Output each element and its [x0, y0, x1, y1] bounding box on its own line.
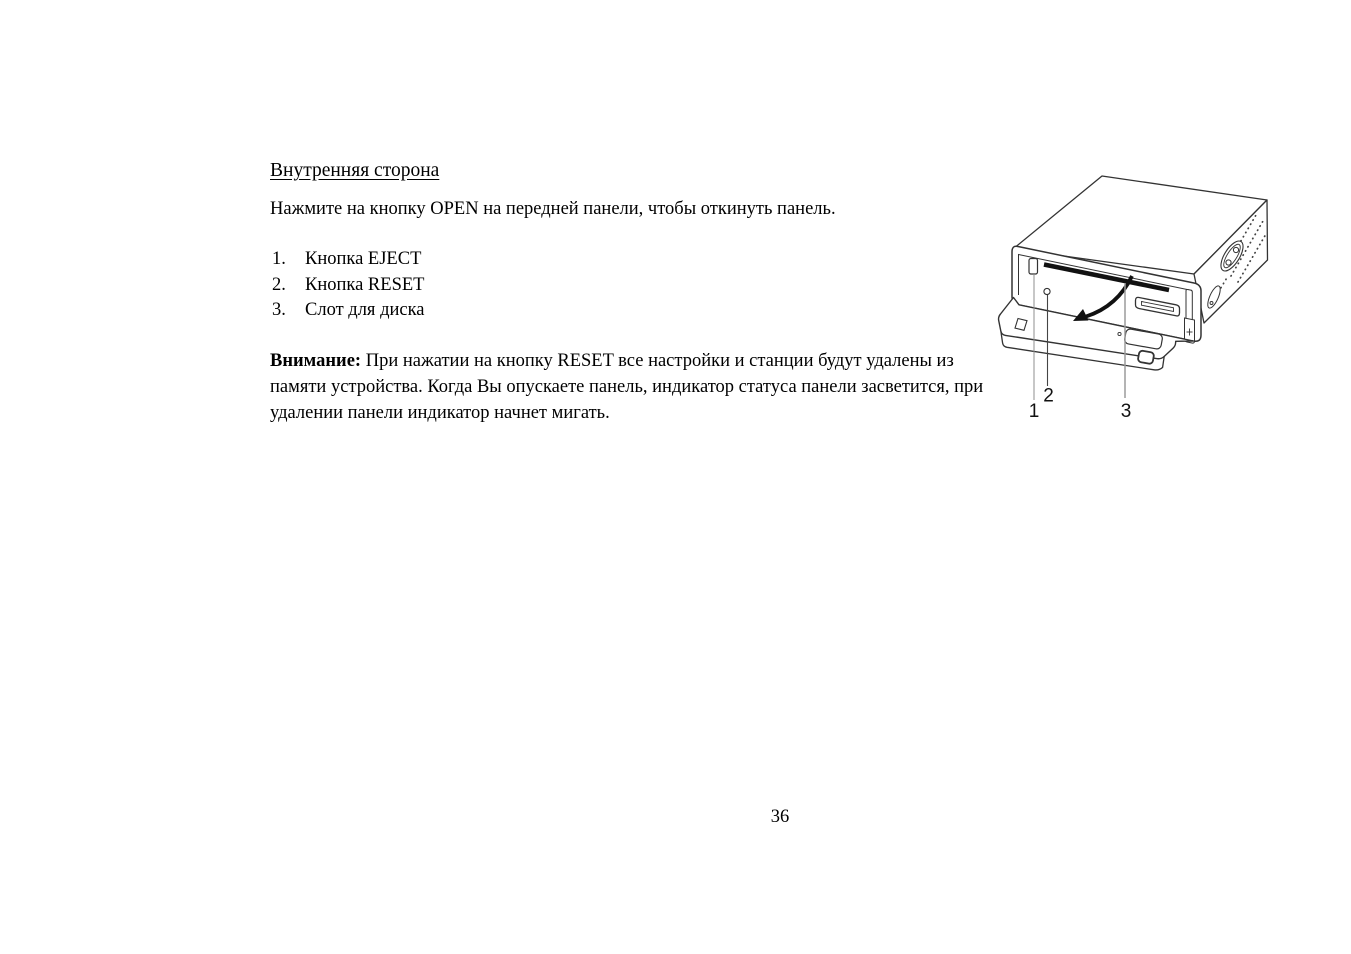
warning-paragraph — [270, 349, 988, 426]
callout-1: 1 — [1028, 401, 1040, 422]
reset-hole — [1044, 288, 1050, 294]
page-number: 36 — [770, 807, 790, 827]
warning-label: Внимание: — [270, 351, 362, 371]
list-item-label: Кнопка EJECT — [305, 249, 422, 269]
list-item-number: 1. — [272, 249, 286, 269]
parts-list-item — [272, 247, 425, 273]
list-item-label: Кнопка RESET — [305, 274, 425, 295]
parts-list-item — [272, 298, 425, 324]
frame-right-strip — [1186, 289, 1192, 321]
callout-2: 2 — [1043, 385, 1054, 407]
list-item-number: 2. — [272, 274, 286, 295]
parts-list-item — [272, 273, 425, 299]
section-heading: Внутренняя сторона — [270, 160, 440, 181]
eject-button — [1029, 259, 1038, 275]
intro-text: Нажмите на кнопку OPEN на передней панели, чтобы откинуть панель. — [270, 199, 836, 219]
panel-corner-notch — [1138, 350, 1155, 364]
callout-3: 3 — [1120, 401, 1132, 422]
list-item-label: Слот для диска — [305, 300, 425, 321]
list-item-number: 3. — [272, 300, 286, 321]
warning-text: При нажатии на кнопку RESET все настройки и станции будут удалены из памяти устройства. Когда Вы опускаете панель, индикатор статуса панели засветится, при удалении панели индикатор начнет мигать. — [270, 351, 984, 423]
panel-pin-hole — [1118, 332, 1121, 335]
parts-list — [272, 247, 425, 324]
device-diagram — [980, 160, 1351, 430]
